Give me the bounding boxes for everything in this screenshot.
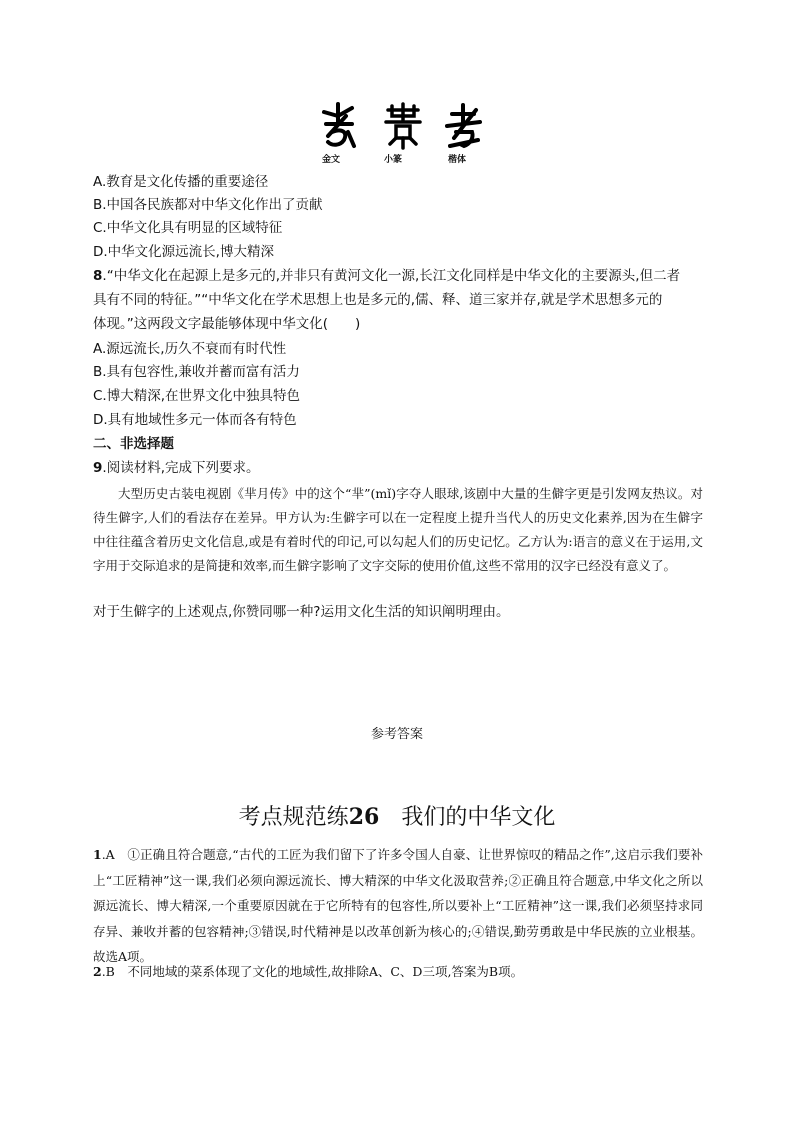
answer-1-number: 1 xyxy=(93,847,102,862)
regular-script-glyph-icon xyxy=(442,102,484,150)
caption-bronze: 金文 xyxy=(322,155,341,165)
caption-regular: 楷体 xyxy=(448,155,467,165)
q9-material: 大型历史古装电视剧《芈月传》中的这个“芈”(mǐ)字夺人眼球,该剧中大量的生僻字更是引发网友热议。对待生僻字,人们的看法存在差异。甲方认为:生僻字可以在一定程度上提升当代人的历史文化素养,因为在生僻字中往往蕴含着历史文化信息,或是有着时代的印记,可以勾起人们的历史记忆。乙方认为:语言的意义在于运用,文字用于交际追求的是简捷和效率,而生僻字影响了文字交际的使用价值,这些不常用的汉字已经没有意义了。 xyxy=(93,486,703,573)
q8-stem-line-1: 8.“中华文化在起源上是多元的,并非只有黄河文化一源,长江文化同样是中华文化的主要源头,但二者 xyxy=(93,268,681,284)
page-title: 考点规范练26 我们的中华文化 xyxy=(238,804,556,830)
q8-option-b: B.具有包容性,兼收并蓄而富有活力 xyxy=(93,364,300,380)
q7-option-a: A.教育是文化传播的重要途径 xyxy=(93,174,269,190)
q8-option-c: C.博大精深,在世界文化中独具特色 xyxy=(93,388,301,404)
q8-number: 8 xyxy=(93,268,103,284)
answers-heading: 参考答案 xyxy=(370,727,423,742)
q7-option-b: B.中国各民族都对中华文化作出了贡献 xyxy=(93,197,323,213)
q8-stem-line-3: 体现。”这两段文字最能够体现中华文化( ) xyxy=(93,316,361,332)
bronze-script-glyph-icon xyxy=(318,102,360,150)
q9-number: 9 xyxy=(93,460,103,476)
caption-seal: 小篆 xyxy=(384,155,403,165)
seal-script-glyph-icon xyxy=(382,102,424,150)
q7-option-c: C.中华文化具有明显的区域特征 xyxy=(93,220,283,236)
q8-stem-line-2: 具有不同的特征。”“中华文化在学术思想上也是多元的,儒、释、道三家并存,就是学术思想多元的 xyxy=(93,292,663,308)
q7-option-d: D.中华文化源远流长,博大精深 xyxy=(93,244,274,260)
answer-2: 2.B 不同地域的菜系体现了文化的地域性,故排除A、C、D三项,答案为B项。 xyxy=(93,964,524,979)
section-heading: 二、非选择题 xyxy=(93,436,174,452)
q9-stem: 9.阅读材料,完成下列要求。 xyxy=(93,460,260,476)
q8-option-d: D.具有地域性多元一体而各有特色 xyxy=(93,412,297,428)
q9-question: 对于生僻字的上述观点,你赞同哪一种?运用文化生活的知识阐明理由。 xyxy=(93,604,510,620)
q8-option-a: A.源远流长,历久不衰而有时代性 xyxy=(93,341,287,357)
answer-1: 1.A ①正确且符合题意,“古代的工匠为我们留下了许多令国人自豪、让世界惊叹的精品之作”,这启示我们要补上“工匠精神”这一课,我们必须向源远流长、博大精深的中华文化汲取营养;②正确且符合题意,中华文化之所以源远流长、博大精深,一个重要原因就在于它所特有的包容性,所以要补上“工匠精神”这一课,我们必须坚持求同存异、兼收并蓄的包容精神;③错误,时代精神是以改革创新为核心的;④错误,勤劳勇敢是中华民族的立业根基。故选A项。 xyxy=(93,847,703,964)
answer-2-number: 2 xyxy=(93,964,102,979)
